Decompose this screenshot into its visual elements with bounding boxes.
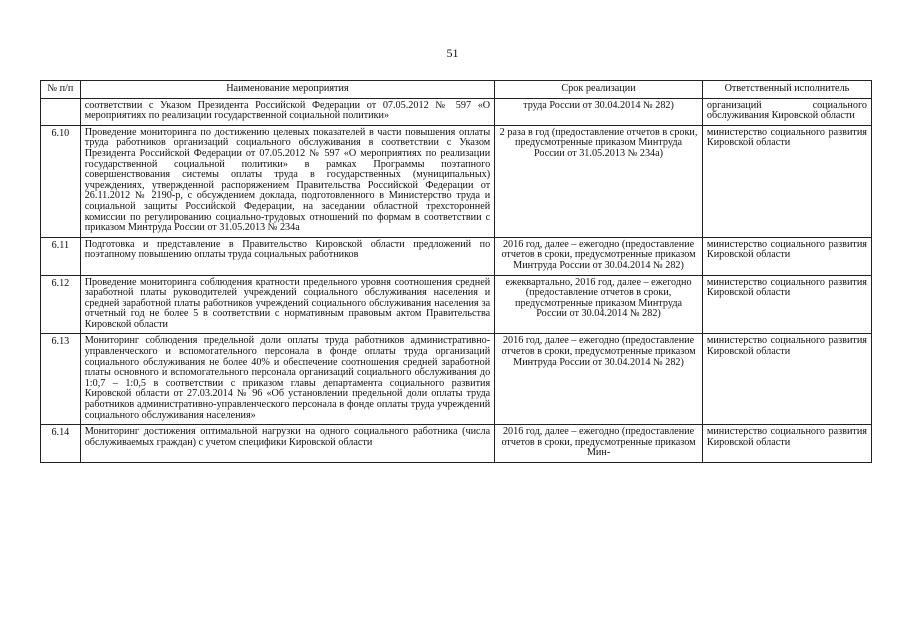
row-num: 6.11 bbox=[41, 237, 81, 275]
row-name: Мониторинг соблюдения предельной доли оплаты труда работников административно-управленческого и вспомогательного персонала в фонде оплаты труда организаций социального обслуживания не более 40% и обеспечение соотношения средней заработной платы основного и вспомогательного персонала организаций социального обслуживания до 1:0,7 – 1:0,5 в соответствии с приказом главы департамента социального развития Кировской области от 27.03.2014 № 96 «Об установлении предельной доли оплаты труда работников административно-управленческого персонала в фонде оплаты труда учреждений социального обслуживания населения» bbox=[80, 334, 494, 425]
table-row bbox=[41, 334, 872, 425]
row-executor: министерство социального развития Кировской области bbox=[702, 334, 871, 425]
row-name: соответствии с Указом Президента Российской Федерации от 07.05.2012 № 597 «О мероприятиях по реализации государственной социальной политики» bbox=[80, 98, 494, 125]
table-row bbox=[41, 98, 872, 125]
row-name: Мониторинг достижения оптимальной нагрузки на одного социального работника (числа обслуживаемых граждан) с учетом специфики Кировской области bbox=[80, 425, 494, 463]
row-term: ежеквартально, 2016 год, далее – ежегодно (предоставление отчетов в сроки, предусмотренные приказом Минтруда России от 30.04.2014 № 282) bbox=[495, 275, 703, 334]
row-name: Проведение мониторинга соблюдения кратности предельного уровня соотношения средней заработной платы руководителей учреждений социального обслуживания населения и средней заработной платы работников учреждений социального обслуживания населения за отчетный год не более 5 в соответствии с нормативным правовым актом Правительства Кировской области bbox=[80, 275, 494, 334]
page-number: 51 bbox=[446, 46, 459, 60]
header-executor: Ответственный исполнитель bbox=[702, 81, 871, 99]
row-name: Проведение мониторинга по достижению целевых показателей в части повышения оплаты труда работников организаций социального обслуживания в соответствии с Указом Президента Российской Федерации от 07.05.2012 № 597 «О мероприятиях по реализации государственной социальной политики» в рамках Программы поэтапного совершенствования системы оплаты труда в государственных (муниципальных) учреждениях, утвержденной распоряжением Правительства Российской Федерации от 26.11.2012 № 2190-р, с обсуждением доклада, подготовленного в Министерство труда и социальной защиты Российской Федерации, на заседании областной трехсторонней комиссии по регулированию социально-трудовых отношений по формам в соответствии с приказом Минтруда России от 31.05.2013 № 234а bbox=[80, 125, 494, 237]
measures-table bbox=[40, 80, 872, 463]
header-term: Срок реализации bbox=[495, 81, 703, 99]
row-num: 6.12 bbox=[41, 275, 81, 334]
row-executor: министерство социального развития Кировской области bbox=[702, 275, 871, 334]
row-executor: министерство социального развития Кировской области bbox=[702, 237, 871, 275]
row-num: 6.14 bbox=[41, 425, 81, 463]
table-row bbox=[41, 275, 872, 334]
row-term: 2016 год, далее – ежегодно (предоставление отчетов в сроки, предусмотренные приказом Минтруда России от 30.04.2014 № 282) bbox=[495, 237, 703, 275]
table-row bbox=[41, 125, 872, 237]
row-num bbox=[41, 98, 81, 125]
row-term: 2016 год, далее – ежегодно (предоставление отчетов в сроки, предусмотренные приказом Мин- bbox=[495, 425, 703, 463]
header-name: Наименование мероприятия bbox=[80, 81, 494, 99]
table-header-row bbox=[41, 81, 872, 99]
table-row bbox=[41, 425, 872, 463]
row-executor: организаций социального обслуживания Кировской области bbox=[702, 98, 871, 125]
row-name: Подготовка и представление в Правительство Кировской области предложений по поэтапному повышению оплаты труда социальных работников bbox=[80, 237, 494, 275]
row-executor: министерство социального развития Кировской области bbox=[702, 425, 871, 463]
row-term: 2 раза в год (предоставление отчетов в сроки, предусмотренные приказом Минтруда России от 31.05.2013 № 234а) bbox=[495, 125, 703, 237]
row-num: 6.10 bbox=[41, 125, 81, 237]
row-num: 6.13 bbox=[41, 334, 81, 425]
row-executor: министерство социального развития Кировской области bbox=[702, 125, 871, 237]
row-term: труда России от 30.04.2014 № 282) bbox=[495, 98, 703, 125]
table-row bbox=[41, 237, 872, 275]
header-num: № п/п bbox=[41, 81, 81, 99]
row-term: 2016 год, далее – ежегодно (предоставление отчетов в сроки, предусмотренные приказом Минтруда России от 30.04.2014 № 282) bbox=[495, 334, 703, 425]
